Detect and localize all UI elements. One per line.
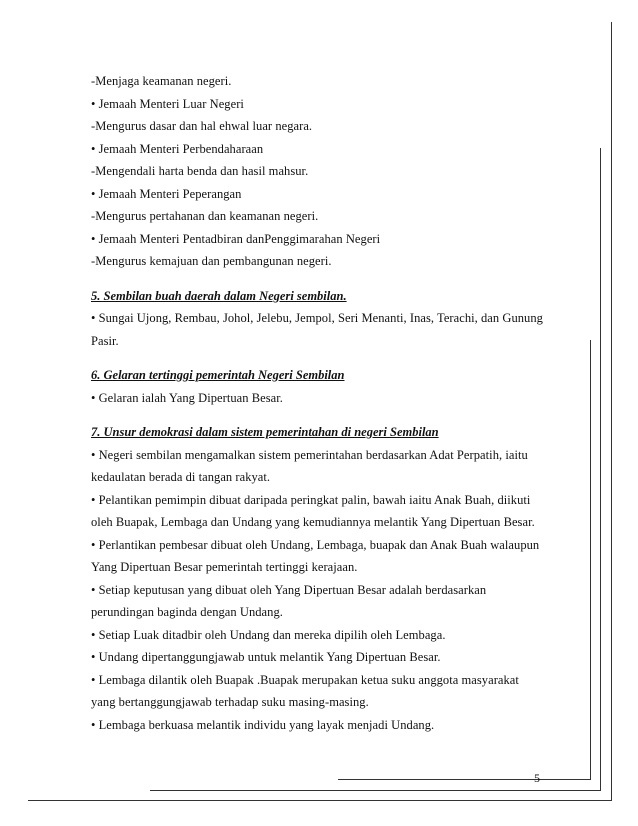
text-line: -Mengendali harta benda dan hasil mahsur. (91, 164, 309, 178)
text-line: • Setiap Luak ditadbir oleh Undang dan mereka dipilih oleh Lembaga. (91, 627, 446, 642)
border-bottom-middle (150, 790, 601, 791)
text-line: perundingan baginda dengan Undang. (91, 605, 283, 619)
text-line: -Mengurus kemajuan dan pembangunan negeri. (91, 254, 332, 268)
section-3 (91, 364, 561, 409)
section-2 (91, 285, 561, 353)
text-line: • Pelantikan pemimpin dibuat daripada peringkat palin, bawah iaitu Anak Buah, diikuti (91, 492, 531, 507)
section-heading: 5. Sembilan buah daerah dalam Negeri sembilan. (91, 288, 347, 303)
text-line: Pasir. (91, 333, 119, 348)
text-line: • Undang dipertanggungjawab untuk melantik Yang Dipertuan Besar. (91, 650, 441, 664)
section-1 (91, 70, 561, 273)
text-line: -Mengurus dasar dan hal ehwal luar negara. (91, 119, 313, 133)
text-line: • Jemaah Menteri Peperangan (91, 186, 242, 201)
border-bottom-outer (28, 800, 612, 801)
text-line: • Sungai Ujong, Rembau, Johol, Jelebu, Jempol, Seri Menanti, Inas, Terachi, dan Gunung (91, 311, 543, 325)
text-line: kedaulatan berada di tangan rakyat. (91, 470, 271, 484)
document-body (91, 70, 561, 736)
text-line: • Perlantikan pembesar dibuat oleh Undang, Lembaga, buapak dan Anak Buah walaupun (91, 537, 540, 552)
text-line: • Negeri sembilan mengamalkan sistem pemerintahan berdasarkan Adat Perpatih, iaitu (91, 447, 528, 462)
text-line: Yang Dipertuan Besar pemerintah tertinggi kerajaan. (91, 560, 358, 574)
text-line: • Lembaga dilantik oleh Buapak .Buapak merupakan ketua suku anggota masyarakat (91, 672, 519, 687)
page-number: 5 (534, 771, 540, 785)
section-4 (91, 421, 561, 736)
text-line: • Jemaah Menteri Pentadbiran danPenggimarahan Negeri (91, 231, 381, 246)
section-heading: 7. Unsur demokrasi dalam sistem pemerintahan di negeri Sembilan (91, 425, 439, 439)
text-line: yang bertanggungjawab terhadap suku masing-masing. (91, 695, 369, 709)
text-line: • Setiap keputusan yang dibuat oleh Yang Dipertuan Besar adalah berdasarkan (91, 582, 487, 597)
text-line: • Lembaga berkuasa melantik individu yang layak menjadi Undang. (91, 717, 435, 732)
text-line: oleh Buapak, Lembaga dan Undang yang kemudiannya melantik Yang Dipertuan Besar. (91, 515, 535, 529)
border-right-outer (611, 22, 612, 800)
text-line: -Menjaga keamanan negeri. (91, 74, 232, 88)
border-bottom-inner (338, 779, 591, 780)
text-line: -Mengurus pertahanan dan keamanan negeri. (91, 209, 319, 223)
text-line: • Gelaran ialah Yang Dipertuan Besar. (91, 390, 283, 405)
border-right-inner (590, 340, 591, 780)
text-line: • Jemaah Menteri Perbendaharaan (91, 141, 264, 156)
section-heading: 6. Gelaran tertinggi pemerintah Negeri Sembilan (91, 368, 345, 382)
text-line: • Jemaah Menteri Luar Negeri (91, 96, 244, 111)
border-right-middle (600, 148, 601, 790)
